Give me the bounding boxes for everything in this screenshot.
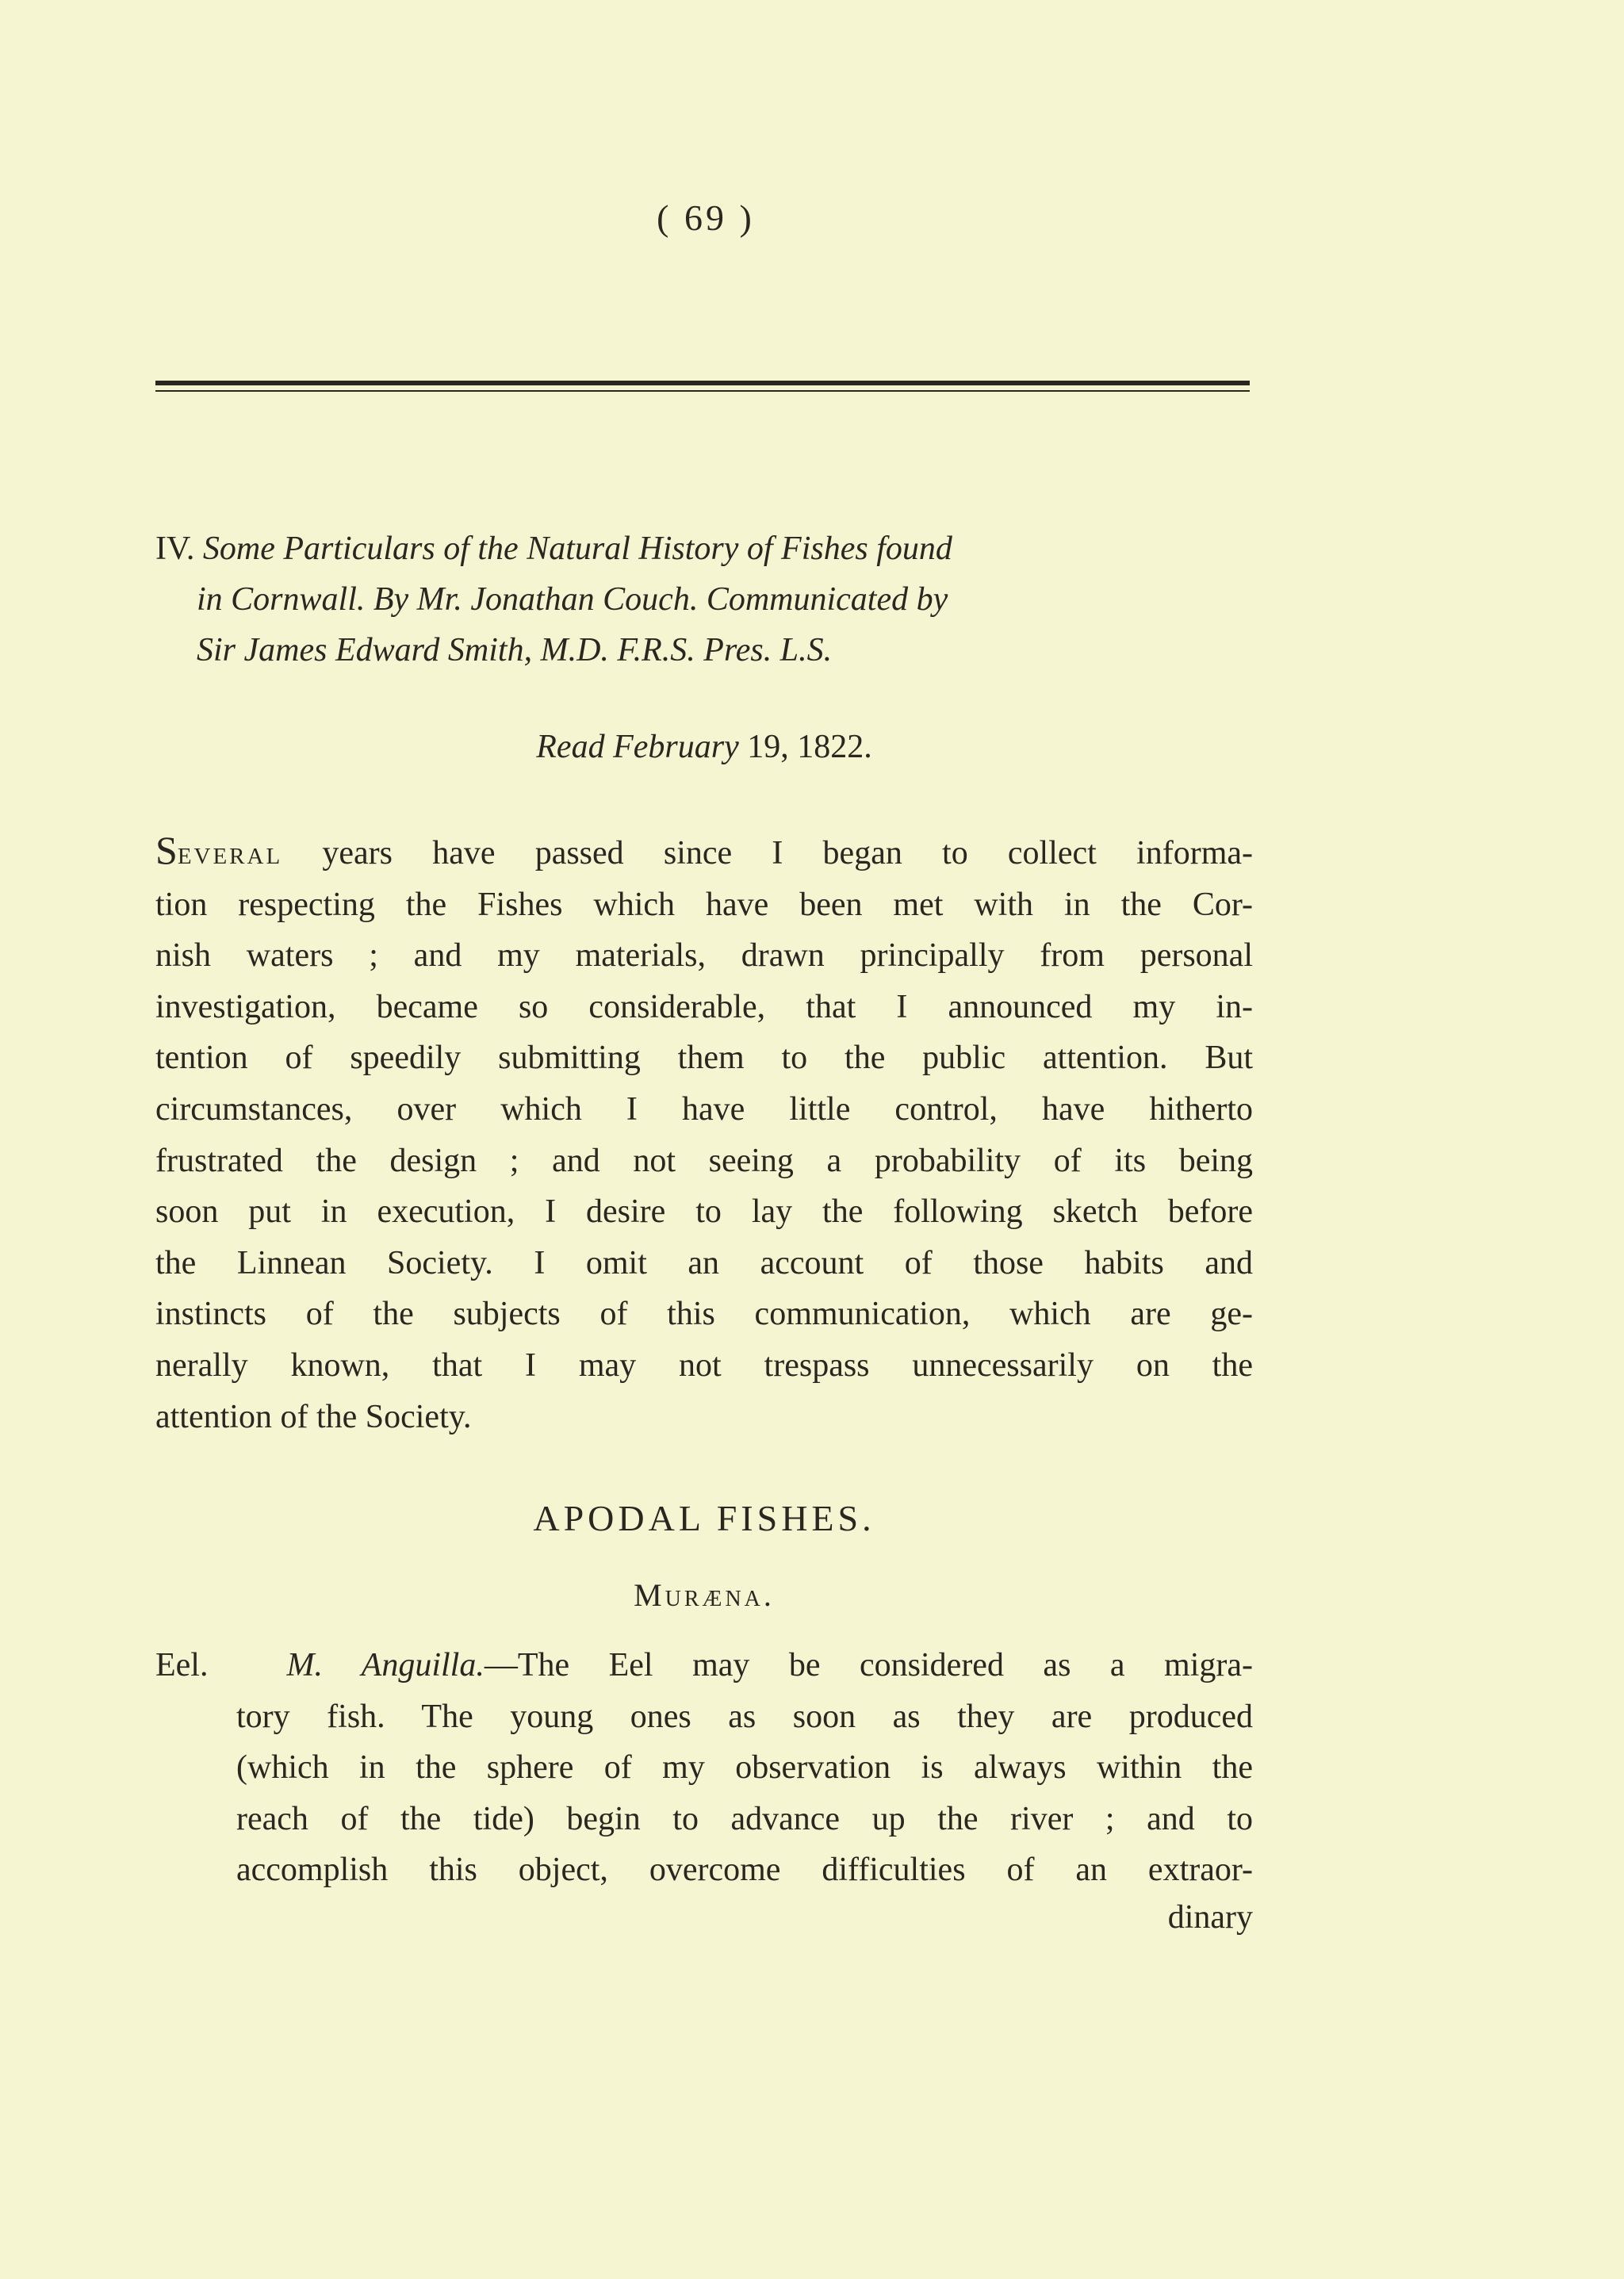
body-line: tion respecting the Fishes which have been met with in the Cor- <box>155 886 1253 923</box>
title-line-3: Sir James Edward Smith, M.D. F.R.S. Pres. L.S. <box>197 632 833 668</box>
body-line <box>155 825 1253 879</box>
body-line: attention of the Society. <box>155 1398 472 1435</box>
body-line: nish waters ; and my materials, drawn principally from personal <box>155 937 1253 975</box>
body-line: the Linnean Society. I omit an account of those habits and <box>155 1244 1253 1281</box>
title-line-1 <box>155 523 1253 574</box>
entry-line: accomplish this object, overcome difficulties of an extraor- <box>236 1852 1253 1889</box>
body-line: circumstances, over which I have little control, have hitherto <box>155 1090 1253 1128</box>
catchword: dinary <box>1167 1899 1253 1936</box>
body-line-1-text: years have passed since I began to collect informa- <box>282 835 1253 871</box>
body-line: investigation, became so considerable, that I announced my in- <box>155 988 1253 1025</box>
entry-line-1-text: —The Eel may be considered as a migra- <box>484 1647 1253 1683</box>
body-line: frustrated the design ; and not seeing a probability of its being <box>155 1142 1253 1179</box>
species-name: M. Anguilla. <box>286 1647 485 1683</box>
article-title <box>155 523 1253 676</box>
body-line: soon put in execution, I desire to lay the following sketch before <box>155 1193 1253 1231</box>
section-heading: APODAL FISHES. <box>533 1498 875 1538</box>
header-rule-thin <box>155 390 1250 392</box>
article-numeral: IV. <box>155 530 195 567</box>
entry-line <box>155 1640 1253 1691</box>
body-line: nerally known, that I may not trespass unnecessarily on the <box>155 1346 1253 1384</box>
page-number: ( 69 ) <box>657 197 755 238</box>
body-paragraph <box>155 825 1253 1442</box>
species-entry <box>155 1640 1253 1896</box>
read-label: Read February <box>536 729 739 765</box>
read-date-value: 19, 1822. <box>747 729 872 765</box>
title-text-1: Some Particulars of the Natural History of Fishes found <box>202 530 952 567</box>
body-line: tention of speedily submitting them to the public attention. But <box>155 1040 1253 1077</box>
body-line: instincts of the subjects of this communication, which are ge- <box>155 1296 1253 1333</box>
entry-line: reach of the tide) begin to advance up the river ; and to <box>236 1800 1253 1837</box>
header-rule-thick <box>155 381 1250 385</box>
read-date <box>0 728 1408 766</box>
entry-line: tory fish. The young ones as soon as they are produced <box>236 1698 1253 1735</box>
first-word-rest: everal <box>177 835 283 871</box>
initial-letter: S <box>155 828 178 872</box>
genus-heading: Muræna. <box>634 1577 775 1613</box>
common-name: Eel. <box>155 1647 209 1683</box>
entry-line: (which in the sphere of my observation is always within the <box>236 1749 1253 1787</box>
title-line-2: in Cornwall. By Mr. Jonathan Couch. Communicated by <box>197 581 948 618</box>
